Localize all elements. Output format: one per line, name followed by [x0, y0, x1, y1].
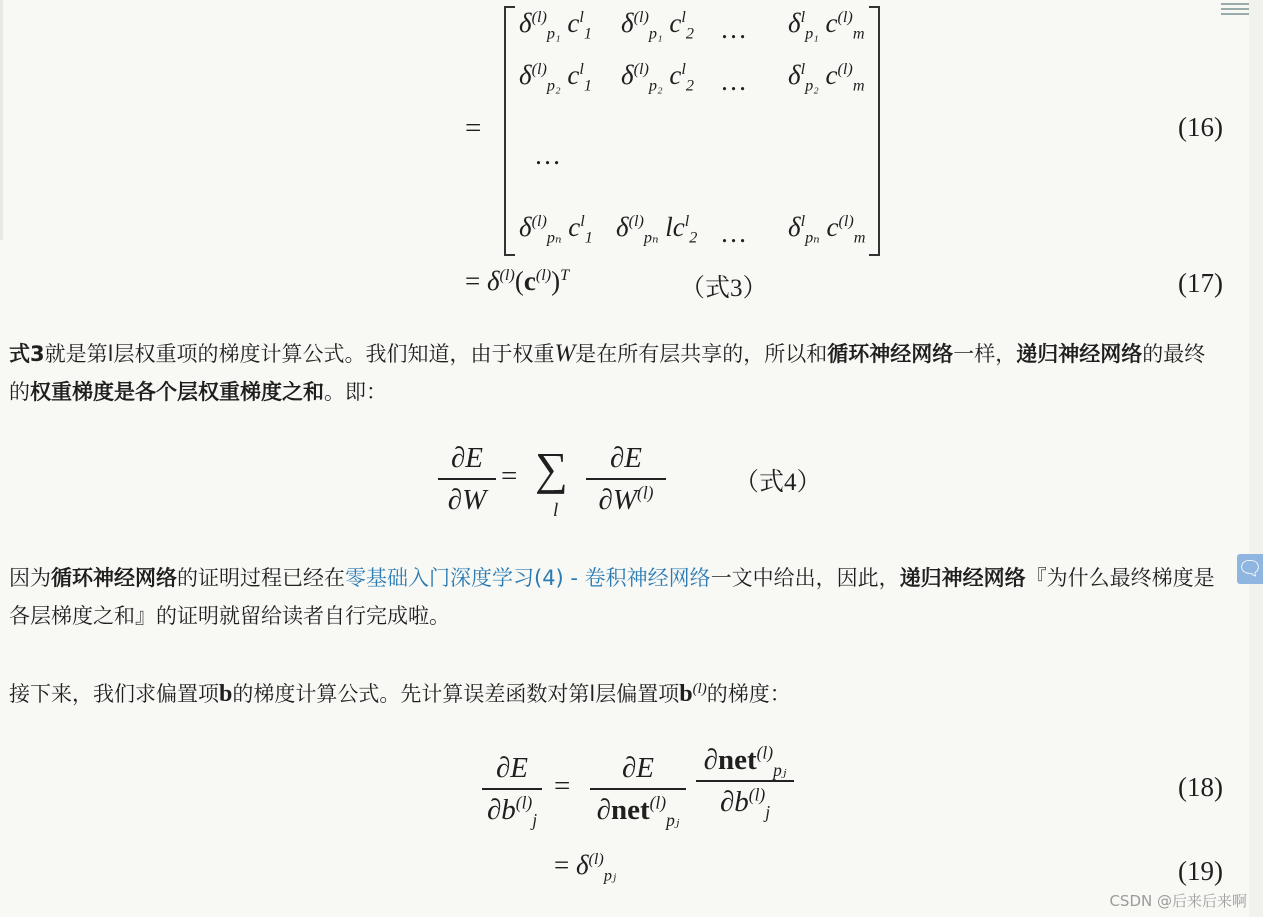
bold-text: 循环神经网络 [51, 566, 177, 590]
text: 一文中给出，因此， [710, 566, 900, 590]
equation-tag: (19) [1178, 856, 1223, 886]
sum-symbol: ∑ [535, 443, 568, 494]
text: 的最终的 [9, 342, 1206, 404]
left-gutter [0, 0, 3, 240]
bold-text: 递归神经网络 [899, 566, 1026, 590]
list-icon[interactable] [1221, 0, 1249, 18]
equals-sign: = [554, 770, 571, 802]
matrix-cell: $\delta^{(l)}_{p_1}$ $c^l_1$ [519, 8, 592, 43]
math-symbol: W [554, 340, 576, 367]
paragraph-2 [9, 559, 1224, 635]
bold-text: 循环神经网络 [827, 342, 954, 366]
text: 就是第l层权重项的梯度计算公式。我们知道，由于权重 [44, 342, 555, 366]
paragraph-3 [9, 670, 1224, 713]
matrix-vdots: … [536, 140, 561, 170]
fraction: ∂E $\partial W^{(l)}$ [586, 440, 666, 518]
matrix-hdots: … [722, 66, 747, 96]
matrix-cell: $\delta^{(l)}_{p_n}$ $lc^l_2$ [616, 212, 698, 247]
matrix-hdots: … [722, 218, 747, 248]
matrix-cell: $\delta^l_{p_n}$ $c^{(l)}_m$ [788, 212, 866, 247]
paragraph-1 [9, 335, 1224, 411]
text: 的梯度计算公式。先计算误差函数对第l层偏置项 [232, 682, 680, 706]
matrix-right-bracket [869, 6, 880, 256]
matrix-cell: $\delta^{(l)}_{p_2}$ $c^l_2$ [621, 60, 694, 95]
matrix-left-bracket [504, 6, 515, 256]
equation-tag: (17) [1178, 268, 1223, 298]
text: 的证明过程已经在 [177, 566, 345, 590]
text: 接下来，我们求偏置项 [9, 682, 219, 706]
equation-label: （式3） [680, 275, 768, 302]
matrix-hdots: … [722, 14, 747, 44]
bold-text: 权重梯度是各个层权重梯度之和 [30, 380, 324, 404]
equals-sign: = [501, 460, 518, 492]
text: 的梯度： [706, 682, 791, 706]
scrollbar[interactable] [1249, 0, 1263, 917]
math-symbol: b [219, 681, 233, 707]
text: 一样， [953, 342, 1017, 366]
matrix-cell: $\delta^l_{p_1}$ $c^{(l)}_m$ [788, 8, 865, 43]
bold-text: 式3 [9, 342, 45, 366]
matrix-cell: $\delta^l_{p_2}$ $c^{(l)}_m$ [788, 60, 865, 95]
bold-text: 递归神经网络 [1016, 342, 1143, 366]
math-symbol: b [679, 681, 693, 707]
equation-body: = $\delta^{(l)}(c^{(l)})^T$ [465, 266, 570, 296]
matrix-cell: $\delta^{(l)}_{p_n}$ $c^l_1$ [519, 212, 593, 247]
equation-body: = $\delta^{(l)}_{pⱼ}$ [554, 850, 617, 885]
fraction: ∂E ∂W [438, 440, 496, 518]
equation-tag: (16) [1178, 112, 1223, 142]
text: 是在所有层共享的，所以和 [575, 342, 828, 366]
comment-icon[interactable]: 🗨 [1237, 554, 1263, 584]
matrix-cell: $\delta^{(l)}_{p_1}$ $c^l_2$ [621, 8, 694, 43]
equation-label: （式4） [734, 469, 822, 496]
text: 因为 [9, 566, 51, 590]
fraction: ∂E $\partial b^{(l)}_j$ [482, 750, 542, 828]
text: 『为什么最终梯度是各层梯度之和』的证明就留给读者自行完成啦。 [9, 566, 1215, 628]
text: 。即： [324, 380, 387, 404]
matrix-cell: $\delta^{(l)}_{p_2}$ $c^l_1$ [519, 60, 592, 95]
fraction: ∂E ∂net$^{(l)}_{pⱼ}$ [590, 750, 686, 828]
sum-index: l [553, 500, 559, 521]
equation-tag: (18) [1178, 772, 1223, 802]
watermark: CSDN @后来后来啊 [1109, 892, 1247, 910]
equals-sign: = [465, 112, 482, 144]
superscript: (l) [692, 681, 707, 697]
article-link[interactable]: 零基础入门深度学习(4) - 卷积神经网络 [345, 566, 711, 590]
fraction: ∂net$^{(l)}_{pⱼ}$ $\partial b^{(l)}_j$ [696, 742, 794, 820]
